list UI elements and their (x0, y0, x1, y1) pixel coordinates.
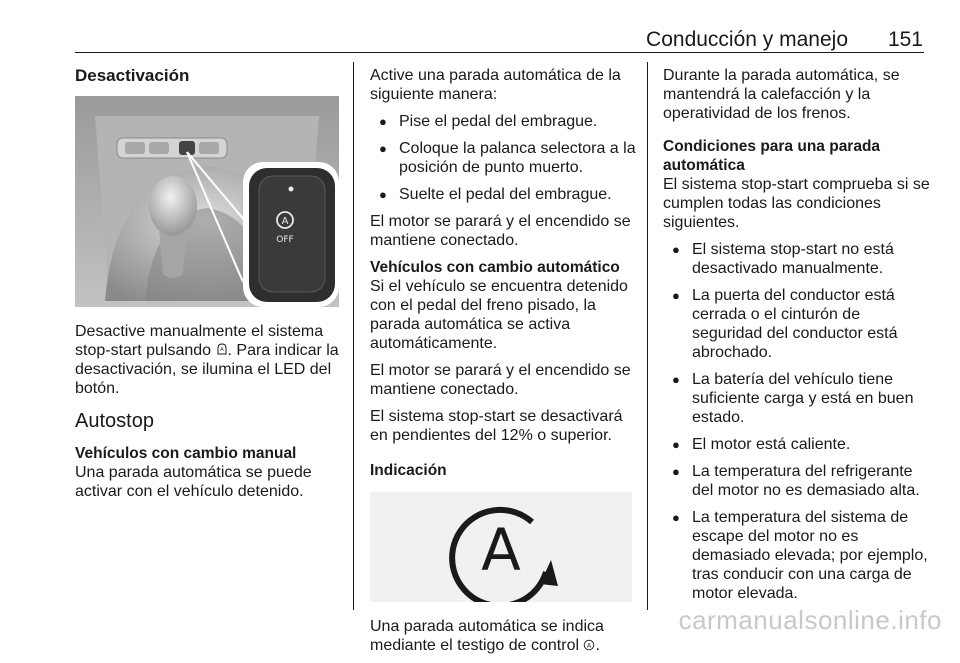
column-divider-left (353, 62, 354, 610)
subheading-conditions: Condiciones para una parada automática (663, 138, 881, 174)
activation-steps (370, 112, 638, 204)
conditions-list (663, 240, 931, 603)
engine-stop-text-1: El motor se parará y el encendido se mantiene conectado. (370, 213, 631, 249)
column-2 (370, 66, 638, 663)
list-item: ● La batería del vehículo tiene suficiente carga y está en buen estado. (663, 370, 931, 427)
column-1 (75, 66, 343, 509)
list-item: ● Pise el pedal del embrague. (370, 112, 638, 131)
activation-intro: Active una parada automática de la siguiente manera: (370, 67, 621, 103)
subheading-automatic: Vehículos con cambio automático (370, 259, 620, 276)
list-item: ● La temperatura del refrigerante del motor no es demasiado alta. (663, 462, 931, 500)
subheading-indicacion: Indicación (370, 462, 447, 479)
off-label: OFF (276, 235, 294, 245)
header-rule (75, 52, 924, 53)
svg-text:A: A (587, 642, 592, 650)
column-divider-right (647, 62, 648, 610)
autostop-indicator-icon (370, 492, 632, 602)
section-heading-desactivacion: Desactivación (75, 66, 190, 85)
watermark: carmanualsonline.info (678, 605, 942, 635)
column-3 (663, 66, 931, 611)
list-item: ● La temperatura del sistema de escape del motor no es demasiado elevada; por ejemplo, tras conducir con una carga de motor elevada. (663, 508, 931, 603)
list-item: ● El motor está caliente. (663, 435, 931, 454)
page-number: 151 (887, 28, 923, 51)
list-item: ● La puerta del conductor está cerrada o el cinturón de seguridad del conductor está abrochado. (663, 286, 931, 362)
subheading-manual: Vehículos con cambio manual (75, 445, 297, 462)
automatic-text: Si el vehículo se encuentra detenido con el pedal del freno pisado, la parada automática se activa automáticamente. (370, 278, 628, 352)
engine-stop-text-2: El motor se parará y el encendido se mantiene conectado. (370, 362, 631, 398)
indicator-text: Una parada automática se indica mediante el testigo de control A . (370, 618, 604, 654)
desactivacion-text: Desactive manualmente el sistema stop-start pulsando A . Para indicar la desactivación, se ilumina el LED del botón. (75, 323, 339, 397)
autostop-control-icon (583, 638, 595, 651)
console-photo (75, 96, 339, 307)
svg-text:A: A (481, 516, 521, 584)
autostop-intro: Durante la parada automática, se mantendrá la calefacción y la operatividad de los frenos. (663, 67, 900, 122)
stop-start-button-icon (216, 343, 228, 356)
header-title: Conducción y manejo (646, 28, 848, 51)
svg-text:A: A (219, 347, 224, 353)
list-item: ● Coloque la palanca selectora a la posición de punto muerto. (370, 139, 638, 177)
manual-text: Una parada automática se puede activar con el vehículo detenido. (75, 464, 312, 500)
slope-text: El sistema stop-start se desactivará en pendientes del 12% o superior. (370, 408, 623, 444)
list-item: ● Suelte el pedal del embrague. (370, 185, 638, 204)
svg-text:A: A (281, 216, 289, 227)
conditions-text: El sistema stop-start comprueba si se cumplen todas las condiciones siguientes. (663, 176, 930, 231)
section-heading-autostop: Autostop (75, 410, 154, 432)
list-item: ● El sistema stop-start no está desactivado manualmente. (663, 240, 931, 278)
